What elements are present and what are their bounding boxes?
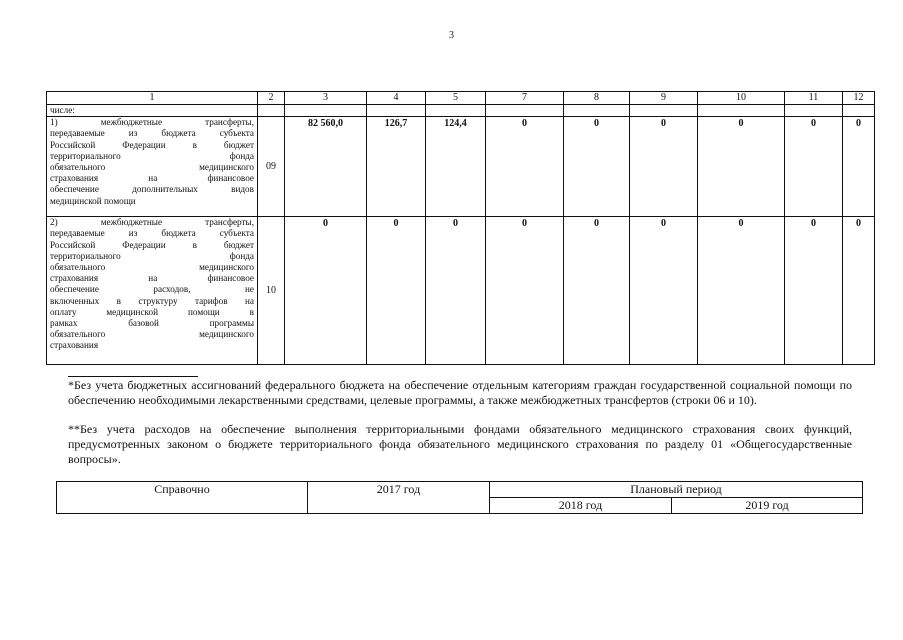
row-value-col-7: 0 (486, 117, 564, 217)
row-value-col-7: 0 (486, 217, 564, 365)
row-line-code: 09 (258, 117, 285, 217)
header-col-12: 12 (843, 92, 875, 105)
reference-header-row (57, 482, 863, 498)
continuation-row (47, 105, 875, 117)
main-data-table (46, 91, 875, 365)
row-value-col-12: 0 (843, 117, 875, 217)
row-value-col-10: 0 (698, 117, 785, 217)
footnote-first: *Без учета бюджетных ассигнований федерального бюджета на обеспечение отдельным категориям граждан государственной социальной помощи по обеспечению необходимыми лекарственными средствами, целевые программы, а также межбюджетных трансфертов (строки 06 и 10). (68, 378, 852, 407)
row-value-col-5: 0 (426, 217, 486, 365)
planned-period-heading: Плановый период (490, 482, 863, 498)
row-value-col-3: 82 560,0 (285, 117, 367, 217)
reference-year-current: 2017 год (308, 482, 490, 514)
row-value-col-11: 0 (785, 217, 843, 365)
header-col-1: 1 (47, 92, 258, 105)
row-description: 2) межбюджетные трансферты, передаваемые из бюджета субъекта Российской Федерации в бюджет территориального фонда обязательного медицинского страхования на финансовое обеспечение расходов, не включенных в структуру тарифов на оплату медицинской помощи в рамках базовой программы обязательного медицинского страхования (47, 217, 258, 365)
header-col-7: 7 (486, 92, 564, 105)
row-value-col-10: 0 (698, 217, 785, 365)
row-description: 1) межбюджетные трансферты, передаваемые из бюджета субъекта Российской Федерации в бюджет территориального фонда обязательного медицинского страхования на финансовое обеспечение дополнительных видов медицинской помощи (47, 117, 258, 217)
row-value-col-11: 0 (785, 117, 843, 217)
row-value-col-8: 0 (564, 117, 630, 217)
footnote-second: **Без учета расходов на обеспечение выполнения территориальными фондами обязательного медицинского страхования своих функций, предусмотренных законом о бюджете территориального фонда обязательного медицинского страхования по разделу 01 «Общегосударственные вопросы». (68, 422, 852, 466)
footnote-separator (68, 376, 198, 377)
header-col-8: 8 (564, 92, 630, 105)
row-value-col-12: 0 (843, 217, 875, 365)
table-header-row (47, 92, 875, 105)
reference-year-next: 2018 год (490, 498, 672, 514)
header-col-2: 2 (258, 92, 285, 105)
row-value-col-4: 0 (367, 217, 426, 365)
row-value-col-8: 0 (564, 217, 630, 365)
header-col-11: 11 (785, 92, 843, 105)
row-value-col-4: 126,7 (367, 117, 426, 217)
reference-label: Справочно (57, 482, 308, 514)
reference-year-after: 2019 год (672, 498, 863, 514)
page-number: 3 (449, 30, 454, 41)
table-row (47, 117, 875, 217)
continuation-text: числе: (47, 105, 258, 117)
header-col-10: 10 (698, 92, 785, 105)
header-col-9: 9 (630, 92, 698, 105)
reference-table (56, 481, 863, 514)
header-col-3: 3 (285, 92, 367, 105)
header-col-4: 4 (367, 92, 426, 105)
header-col-5: 5 (426, 92, 486, 105)
row-value-col-9: 0 (630, 117, 698, 217)
row-value-col-5: 124,4 (426, 117, 486, 217)
row-line-code: 10 (258, 217, 285, 365)
row-value-col-3: 0 (285, 217, 367, 365)
table-row (47, 217, 875, 365)
row-value-col-9: 0 (630, 217, 698, 365)
